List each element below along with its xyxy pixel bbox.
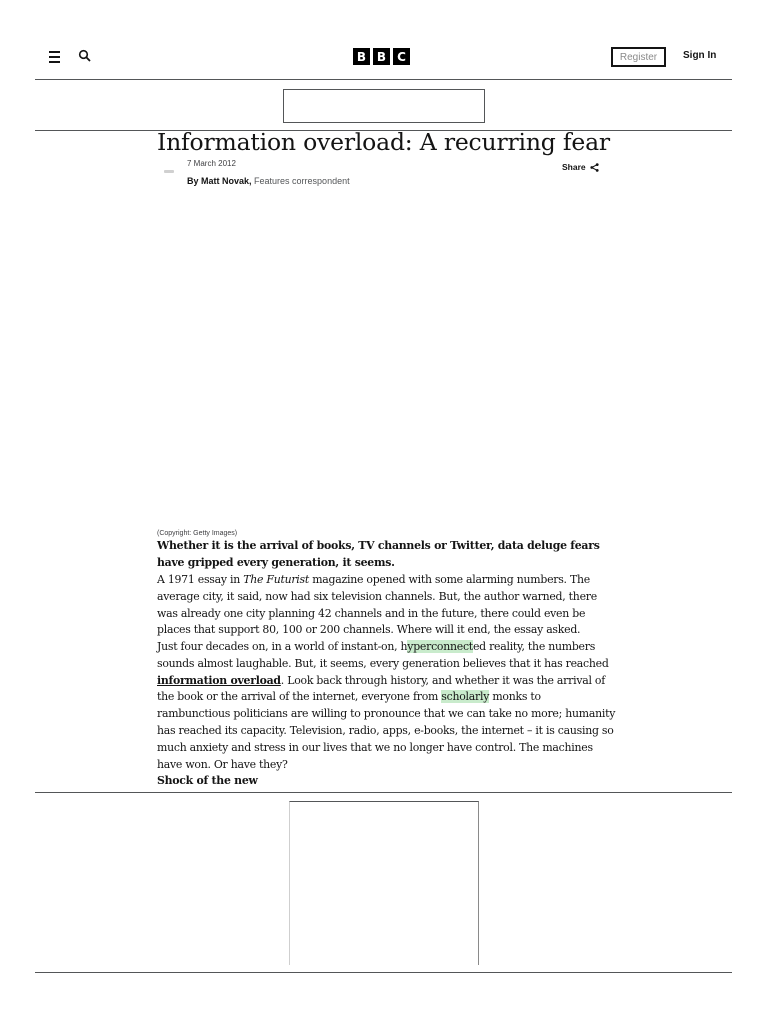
author-avatar [164,170,174,173]
share-label: Share [562,162,586,172]
bbc-logo[interactable] [353,48,410,65]
register-button[interactable]: Register [611,47,666,67]
top-ad-slot [283,89,485,123]
hamburger-bar [49,61,60,63]
text: Just four decades on, in a world of instant-on, h [157,640,408,653]
text: . Look back through history, and whether it was the arrival of the book or the arrival of the internet, everyone from [157,673,605,704]
highlighted-word: scholarly [441,690,490,704]
magazine-title: The Futurist [243,573,310,586]
menu-button[interactable] [47,50,63,64]
sign-in-link[interactable]: Sign In [683,50,717,61]
text: A 1971 essay in [157,573,244,586]
text: monks to rambunctious politicians are willing to pronounce that we can take no more; humanity has reached its capacity. Television, radio, apps, e-books, the internet – it is causing so much anxiety and stress in our lives that we no longer have control. The machines have won. Or have they? [157,690,616,771]
footer-divider [35,972,732,973]
text: ed reality, the numbers sounds almost laughable. But, it seems, every generation believes that it has reached [157,640,609,670]
byline [187,176,350,186]
section-divider [35,792,732,793]
search-icon [78,49,92,63]
article-intro: Whether it is the arrival of books, TV channels or Twitter, data deluge fears have gripped every generation, it seems. [157,539,600,569]
bottom-ad-slot [289,801,479,965]
article-headline: Information overload: A recurring fear [157,128,610,156]
information-overload-link[interactable]: information overload [157,673,281,687]
text: magazine opened with some alarming numbers. The average city, it said, now had six television channels. But, the author warned, there was already one city planning 42 channels and in the future, there could even be places that support 80, 100 or 200 channels. Where will it end, the essay asked. [157,573,597,637]
hamburger-menu-icon [49,51,60,53]
image-caption: (Copyright: Getty Images) [157,530,238,537]
author-name[interactable]: By Matt Novak, [187,176,252,186]
paragraph [157,572,617,639]
publish-date: 7 March 2012 [187,159,236,168]
hero-image [157,192,609,527]
header-divider [35,79,732,80]
logo-letter: C [393,48,410,65]
section-subheading: Shock of the new [157,774,258,787]
author-role: Features correspondent [251,176,350,186]
logo-letter: B [353,48,370,65]
highlighted-word: yperconnect [407,640,473,653]
share-button[interactable] [562,162,599,172]
logo-letter: B [373,48,390,65]
search-button[interactable] [78,49,94,65]
paragraph [157,639,617,773]
hamburger-bar [49,56,60,58]
share-icon [590,163,599,172]
